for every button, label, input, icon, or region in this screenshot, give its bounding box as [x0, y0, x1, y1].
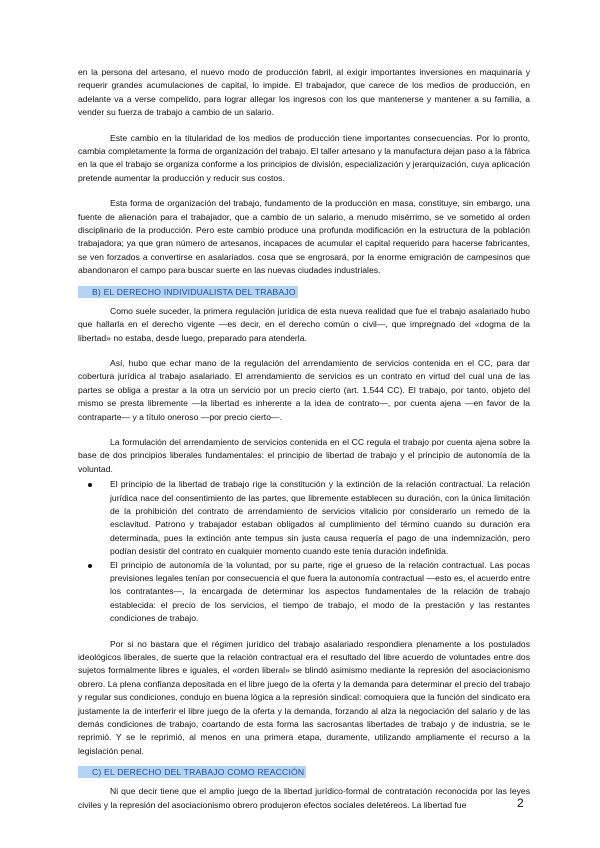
paragraph: Este cambio en la titularidad de los medios de producción tiene importantes consecuencias. Por lo pronto, cambia completamente la forma de organización del trabajo. El taller artesano y la manufactura dejan paso a la fábrica en la que el trabajo se organiza conforme a los principios de división, especialización y jerarquización, cuya aplicación pretende aumentar la producción y reducir sus costos.	[78, 132, 530, 183]
paragraph: Ni que decir tiene que el amplio juego de la libertad jurídico-formal de contratación reconocida por las leyes civiles y la represión del asociacionismo obrero produjeron efectos sociales deletéreos. La libertad fue	[78, 786, 530, 810]
paragraph: La formulación del arrendamiento de servicios contenida en el CC regula el trabajo por cuenta ajena sobre la base de dos principios liberales fundamentales: el principio de libertad de trabajo y el principio de autonomía de la voluntad.	[78, 436, 530, 474]
paragraph: Esta forma de organización del trabajo, fundamento de la producción en masa, constituye, sin embargo, una fuente de alienación para el trabajador, que a cambio de un salario, a menudo misérrimo, se ve sometido al orden disciplinario de la producción. Pero este cambio produce una profunda modificación en la estructura de la población trabajadora; ya que gran número de artesanos, incapaces de acumular el capital requerido para hacerse fabricantes, se ven forzados a convertirse en asalariados. cosa que se engrosará, por la enorme emigración de campesinos que abandonaron el campo para buscar suerte en las nuevas ciudades industriales.	[78, 198, 530, 276]
paragraph: Así, hubo que echar mano de la regulación del arrendamiento de servicios contenida en el CC, para dar cobertura jurídica al trabajo asalariado. El arrendamiento de servicios es un contrato en virtud del cual una de las partes se obliga a prestar a la otra un servicio por un precio cierto (art. 1.544 CC). El trabajo, por tanto, objeto del mismo se presta libremente —la libertad es inherente a la idea de contrato—, por cuenta ajena —en favor de la contraparte— y a título oneroso —por precio cierto—.	[78, 357, 530, 422]
list-item-text: El principio de la libertad de trabajo rige la constitución y la extinción de la relación contractual. La relación jurídica nace del consentimiento de las partes, que libremente establecen su duración, con la única limitación de la prohibición del contrato de arrendamiento de servicios vitalicio por considerarlo un remedo de la esclavitud. Patrono y trabajador estaban obligados al cumplimiento del término cuando su duración era determinada, pues la extinción ante tempus sin justa causa requería el pago de una indemnización, pero podían desistir del contrato en cualquier momento cuando este tenía duración indefinida.	[110, 479, 530, 557]
paragraph: Por si no bastara que el régimen jurídico del trabajo asalariado respondiera plenamente a los postulados ideológicos liberales, de suerte que la relación contractual era el resultado del libre acuerdo de voluntades entre dos sujetos formalmente libres e iguales, el «orden liberal» se blindó asimismo mediante la represión del asociacionismo obrero. La plena confianza depositada en el libre juego de la oferta y la demanda para determinar el precio del trabajo y regular sus condiciones, condujo en buena lógica a la represión sindical: comoquiera que la función del sindicato era justamente la de interferir el libre juego de la oferta y la demanda, forzando al alza la negociación del salario y de las demás condiciones de trabajo, coartando de esta forma las sacrosantas libertades de trabajo y de industria, se le reprimió. Y se le reprimió, al menos en una primera etapa, duramente, utilizando ampliamente el recurso a la legislación penal.	[78, 638, 530, 756]
section-heading-text: B) EL DERECHO INDIVIDUALISTA DEL TRABAJO	[78, 286, 298, 298]
section-heading-text: C) EL DERECHO DEL TRABAJO COMO REACCIÓN	[78, 766, 306, 778]
bullet-icon	[88, 483, 92, 487]
paragraph: Como suele suceder, la primera regulación jurídica de esta nueva realidad que fue el trabajo asalariado hubo que hallarla en el derecho vigente —es decir, en el derecho común o civil—, que impregnado del «dogma de la libertad» no estaba, desde luego, preparado para atenderla.	[78, 305, 530, 343]
section-heading-b	[78, 278, 530, 305]
list-item-text: El principio de autonomía de la voluntad, por su parte, rige el grueso de la relación contractual. Las pocas previsiones legales tenían por consecuencia el que fuera la autonomía contractual —esto es, el acuerdo entre los contratantes—, la encargada de determinar los aspectos fundamentales de la relación de trabajo establecida: el precio de los servicios, el tiempo de trabajo, el modo de la prestación y las restantes condiciones de trabajo.	[110, 559, 530, 624]
bullet-list	[78, 478, 530, 625]
paragraph-continuation: en la persona del artesano, el nuevo modo de producción fabril, al exigir importantes inversiones en maquinaria y requerir grandes acumulaciones de capital, lo impide. El trabajador, que carece de los medios de producción, en adelante va a verse compelido, para lograr allegar los ingresos con los que mantenerse y mantener a su familia, a vender su fuerza de trabajo a cambio de un salario.	[78, 67, 530, 118]
list-item	[78, 478, 530, 558]
section-heading-c	[78, 758, 530, 785]
bullet-icon	[88, 564, 92, 568]
list-item	[78, 559, 530, 626]
document-body	[78, 66, 530, 812]
page-number: 2	[517, 796, 524, 810]
